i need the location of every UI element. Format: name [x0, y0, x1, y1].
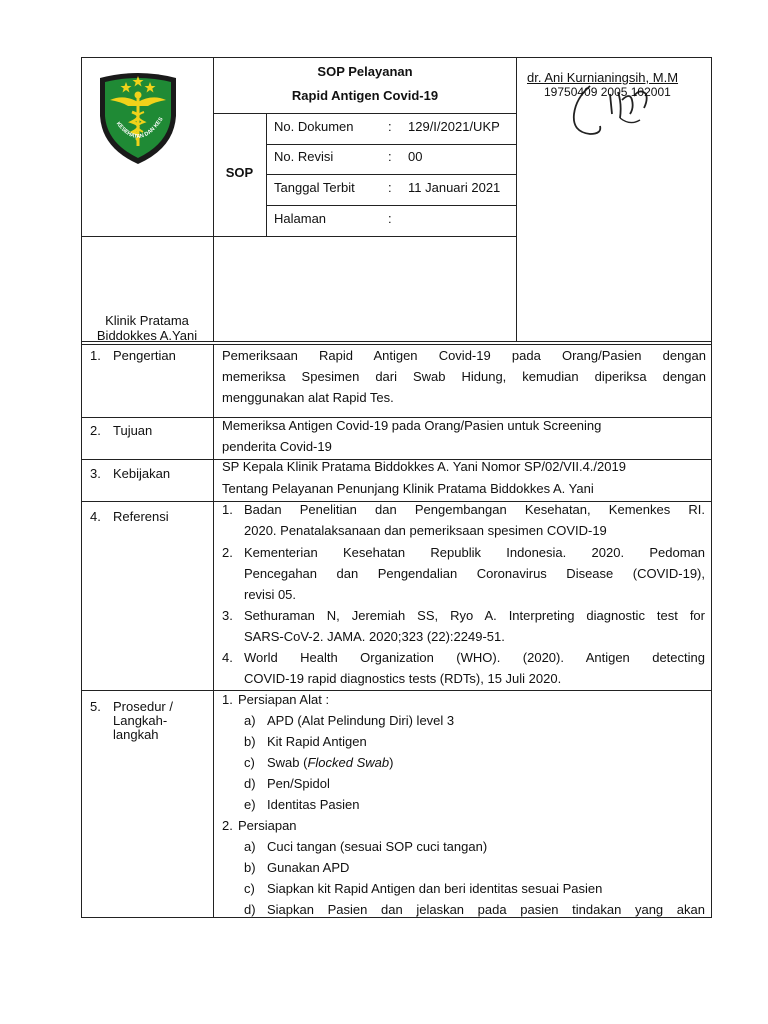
- content-col-divider: [213, 344, 214, 918]
- section-title-tujuan: Tujuan: [113, 423, 153, 438]
- table-border-top: [81, 57, 712, 58]
- procedure-item-letter: b): [244, 734, 256, 749]
- reference-2-line-2: Pencegahan dan Pengendalian Coronavirus Disease (COVID-19),: [244, 566, 705, 581]
- procedure-item-letter: e): [244, 797, 256, 812]
- procedure-item: Cuci tangan (sesuai SOP cuci tangan): [267, 839, 488, 854]
- section-line-4: [81, 690, 712, 691]
- field-label-tanggal-terbit: Tanggal Terbit: [274, 180, 355, 195]
- procedure-group-number: 2.: [222, 818, 233, 833]
- procedure-group-title: Persiapan: [238, 818, 297, 833]
- procedure-item-letter: c): [244, 755, 255, 770]
- procedure-item: Kit Rapid Antigen: [267, 734, 367, 749]
- section-number: 5.: [90, 699, 101, 714]
- section-title-prosedur-2: Langkah-: [113, 713, 168, 728]
- section-number: 3.: [90, 466, 101, 481]
- reference-3-line-2: SARS-CoV-2. JAMA. 2020;323 (22):2249-51.: [244, 629, 505, 644]
- table-border-left: [81, 57, 82, 918]
- kebijakan-line-2: Tentang Pelayanan Penunjang Klinik Pratama Biddokkes A. Yani: [222, 481, 594, 496]
- reference-4-line-2: COVID-19 rapid diagnostics tests (RDTs), 15 Juli 2020.: [244, 671, 562, 686]
- header-bottom-line: [81, 236, 517, 237]
- section-title-pengertian: Pengertian: [113, 348, 176, 363]
- signer-nip: 19750409 2005 102001: [544, 85, 671, 99]
- procedure-item-letter: d): [244, 902, 256, 917]
- procedure-item: APD (Alat Pelindung Diri) level 3: [267, 713, 455, 728]
- procedure-item: [267, 755, 393, 771]
- section-number: 1.: [90, 348, 101, 363]
- title-line-2: Rapid Antigen Covid-19: [291, 88, 439, 103]
- procedure-item: Gunakan APD: [267, 860, 350, 875]
- title-bottom-line: [213, 113, 517, 114]
- field-sep: :: [388, 149, 392, 164]
- logo-shield-icon: [96, 70, 180, 166]
- reference-number: 4.: [222, 650, 233, 665]
- field-label-no-dokumen: No. Dokumen: [274, 119, 354, 134]
- section-number: 2.: [90, 423, 101, 438]
- procedure-group-number: 1.: [222, 692, 233, 707]
- procedure-item: Pen/Spidol: [267, 776, 330, 791]
- field-label-no-revisi: No. Revisi: [274, 149, 334, 164]
- reference-1-line-2: 2020. Penatalaksanaan dan pemeriksaan spesimen COVID-19: [244, 523, 607, 538]
- kebijakan-line-1: SP Kepala Klinik Pratama Biddokkes A. Yani Nomor SP/02/VII.4./2019: [222, 459, 626, 474]
- table-border-right: [711, 57, 712, 918]
- reference-4-line-1: World Health Organization (WHO). (2020). Antigen detecting: [244, 650, 705, 665]
- section-title-prosedur-1: Prosedur /: [113, 699, 173, 714]
- section-title-kebijakan: Kebijakan: [113, 466, 171, 481]
- reference-2-line-3: revisi 05.: [244, 587, 297, 602]
- procedure-item-letter: b): [244, 860, 256, 875]
- reference-2-line-1: Kementerian Kesehatan Republik Indonesia. 2020. Pedoman: [244, 545, 705, 560]
- procedure-item: Identitas Pasien: [267, 797, 360, 812]
- field-sep: :: [388, 180, 392, 195]
- section-title-prosedur-3: langkah: [113, 727, 159, 742]
- field-value-no-revisi: 00: [408, 149, 423, 164]
- procedure-item-letter: c): [244, 881, 255, 896]
- clinic-name-line-1: Klinik Pratama: [105, 313, 189, 328]
- field-value-tanggal-terbit: 11 Januari 2021: [408, 180, 501, 195]
- tujuan-line-1: Memeriksa Antigen Covid-19 pada Orang/Pasien untuk Screening: [222, 418, 602, 433]
- content-top-line: [81, 344, 712, 345]
- pengertian-line-3: menggunakan alat Rapid Tes.: [222, 390, 394, 405]
- section-number: 4.: [90, 509, 101, 524]
- tujuan-line-2: penderita Covid-19: [222, 439, 332, 454]
- field-value-no-dokumen: 129/I/2021/UKP: [408, 119, 500, 134]
- title-line-1: SOP Pelayanan: [317, 64, 413, 79]
- field-sep: :: [388, 211, 392, 226]
- procedure-group-title: Persiapan Alat :: [238, 692, 330, 707]
- sop-label: SOP: [225, 165, 254, 180]
- field-line-1: [266, 144, 517, 145]
- procedure-item: Siapkan kit Rapid Antigen dan beri identitas sesuai Pasien: [267, 881, 603, 896]
- procedure-item-letter: a): [244, 713, 256, 728]
- procedure-item-letter: a): [244, 839, 256, 854]
- reference-number: 2.: [222, 545, 233, 560]
- reference-number: 1.: [222, 502, 233, 517]
- reference-number: 3.: [222, 608, 233, 623]
- procedure-item-end: ): [389, 755, 394, 770]
- clinic-name-line-2: Biddokkes A.Yani: [96, 328, 198, 343]
- procedure-item-italic: Flocked Swab: [307, 755, 390, 770]
- sop-col-divider: [266, 113, 267, 237]
- signer-name: dr. Ani Kurnianingsih, M.M: [527, 70, 679, 85]
- reference-3-line-1: Sethuraman N, Jeremiah SS, Ryo A. Interpreting diagnostic test for: [244, 608, 705, 623]
- reference-1-line-1: Badan Penelitian dan Pengembangan Kesehatan, Kemenkes RI.: [244, 502, 705, 517]
- procedure-item-text: Swab (: [267, 755, 308, 770]
- procedure-item-letter: d): [244, 776, 256, 791]
- field-label-halaman: Halaman: [274, 211, 327, 226]
- logo-text: KESEHATAN DAN KES: [114, 116, 165, 141]
- field-line-2: [266, 174, 517, 175]
- field-line-3: [266, 205, 517, 206]
- pengertian-line-2: memeriksa Spesimen dari Swab Hidung, kemudian diperiksa dengan: [222, 369, 706, 384]
- field-sep: :: [388, 119, 392, 134]
- procedure-item: Siapkan Pasien dan jelaskan pada pasien tindakan yang akan: [267, 902, 705, 917]
- section-title-referensi: Referensi: [113, 509, 169, 524]
- pengertian-line-1: Pemeriksaan Rapid Antigen Covid-19 pada Orang/Pasien dengan: [222, 348, 706, 363]
